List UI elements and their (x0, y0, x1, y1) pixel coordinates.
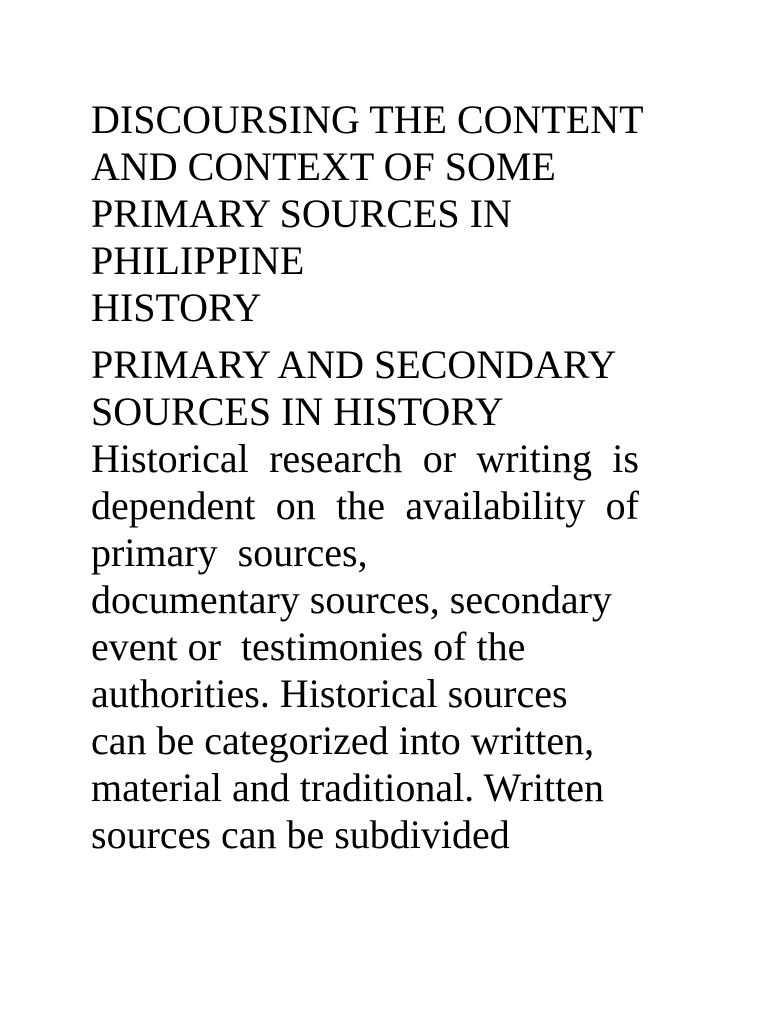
body-line-2: dependent on the availability of (91, 483, 639, 528)
body-line-5: event or testimonies of the (91, 624, 526, 669)
heading-line-2: SOURCES IN HISTORY (91, 389, 504, 434)
body-line-7: can be categorized into written, (91, 718, 595, 763)
body-line-6: authorities. Historical sources (91, 671, 568, 716)
body-line-3: primary sources, (91, 530, 368, 575)
body-line-8: material and traditional. Written (91, 765, 605, 810)
title-line-4: PHILIPPINE (91, 238, 305, 283)
document-title (91, 96, 651, 331)
body-line-4: documentary sources, secondary (91, 577, 612, 622)
document-page (91, 96, 651, 858)
title-line-5: HISTORY (91, 285, 262, 330)
body-line-9: sources can be subdivided (91, 812, 510, 857)
heading-line-1: PRIMARY AND SECONDARY (91, 342, 617, 387)
title-line-3: PRIMARY SOURCES IN (91, 191, 512, 236)
body-line-1: Historical research or writing is (91, 436, 639, 481)
section-heading (91, 341, 651, 435)
title-line-1: DISCOURSING THE CONTENT (91, 97, 644, 142)
title-line-2: AND CONTEXT OF SOME (91, 144, 556, 189)
body-paragraph (91, 435, 651, 858)
